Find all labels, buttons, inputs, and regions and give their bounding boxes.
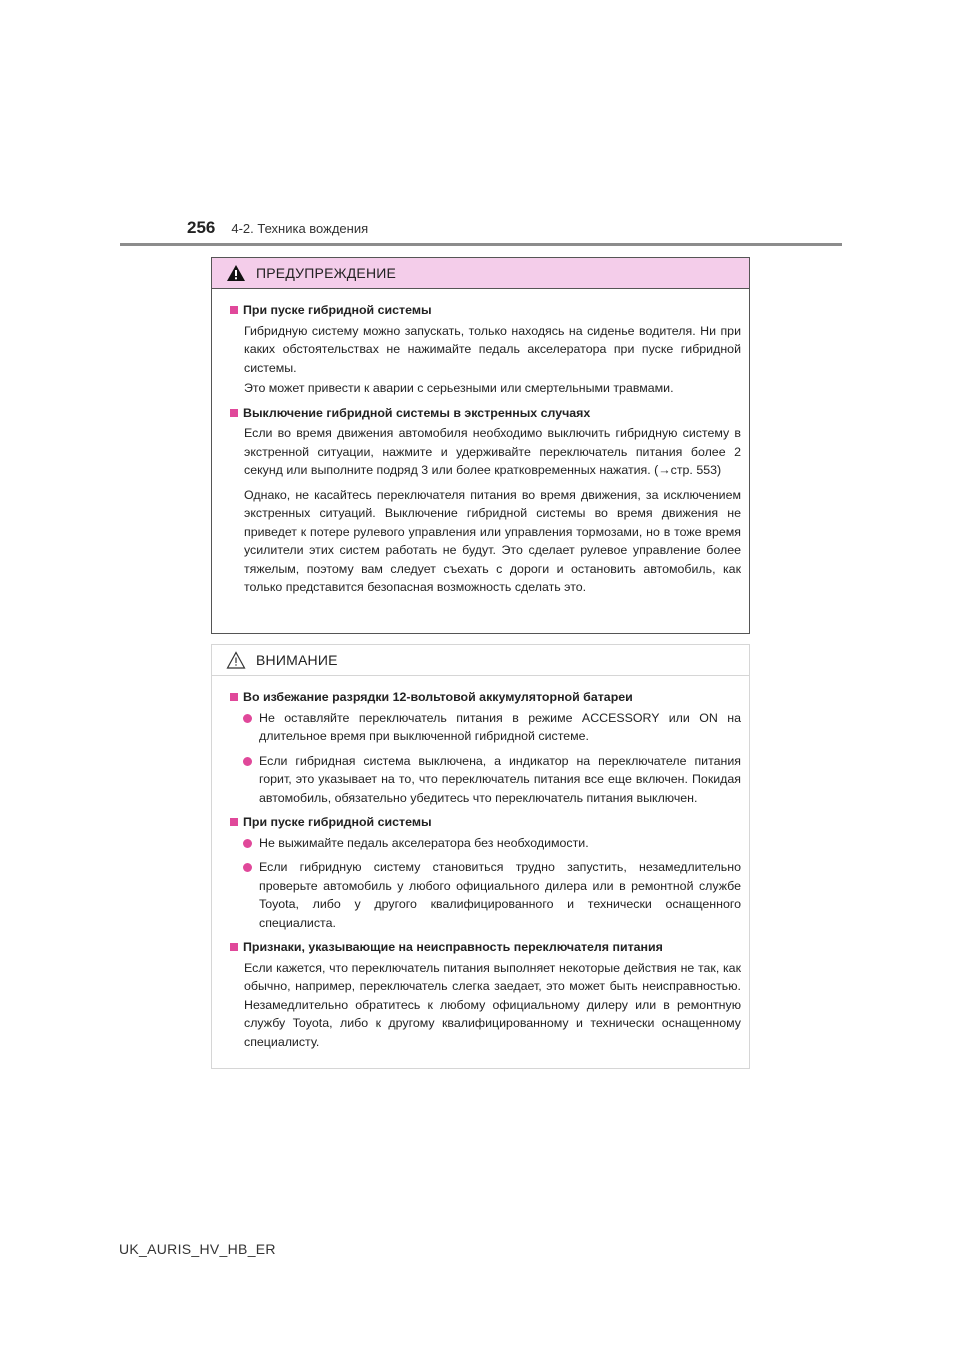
paragraph: Это может привести к аварии с серьезными или смертельными травмами. — [244, 381, 674, 395]
warning-heading: При пуске гибридной системы — [230, 301, 741, 320]
list-item: Если гибридную систему становиться трудно запустить, незамедлительно проверьте автомобиль у любого официального дилера или в ремонтной службе Toyota, либо у другого квалифицированного и технически оснащенного специалиста. — [230, 858, 741, 932]
caution-title: ВНИМАНИЕ — [256, 652, 338, 668]
section-title: 4-2. Техника вождения — [231, 221, 369, 236]
page-number: 256 — [187, 218, 216, 237]
warning-box — [211, 257, 750, 634]
caution-heading: Признаки, указывающие на неисправность переключателя питания — [230, 938, 741, 957]
square-bullet-icon — [230, 693, 238, 701]
circle-bullet-icon — [243, 757, 252, 766]
square-bullet-icon — [230, 306, 238, 314]
list-item: Если гибридная система выключена, а индикатор на переключателе питания горит, это указывает на то, что переключатель питания все еще включен. Покидая автомобиль, обязательно убедитесь что переключатель питания выключен. — [230, 752, 741, 808]
square-bullet-icon — [230, 409, 238, 417]
caution-triangle-icon — [226, 651, 246, 669]
header-rule — [120, 243, 842, 246]
square-bullet-icon — [230, 818, 238, 826]
paragraph: Если во время движения автомобиля необходимо выключить гибридную систему в экстренной ситуации, нажмите и удерживайте переключатель питания более 2 секунд или выполните подряд 3 или более кратковременных нажатия. (→стр. 553) — [244, 426, 741, 477]
paragraph: Однако, не касайтесь переключателя питания во время движения, за исключением экстренных ситуаций. Выключение гибридной системы во время движения не приведет к потере рулевого управления или управления тормозами, но в тоже время усилители этих систем работать не будут. Это сделает рулевое управление более тяжелым, поэтому вам следует съехать с дороги и остановить автомобиль, как только представится безопасная возможность сделать это. — [244, 487, 741, 594]
warning-triangle-icon — [226, 264, 246, 282]
list-item: Не оставляйте переключатель питания в режиме ACCESSORY или ON на длительное время при выключенной гибридной системе. — [230, 709, 741, 746]
warning-heading: Выключение гибридной системы в экстренных случаях — [230, 404, 741, 423]
caution-heading: Во избежание разрядки 12-вольтовой аккумуляторной батареи — [230, 688, 741, 707]
warning-item — [230, 322, 741, 398]
caution-content — [212, 676, 749, 1051]
caution-box — [211, 644, 750, 1069]
warning-title: ПРЕДУПРЕЖДЕНИЕ — [256, 265, 397, 281]
paragraph: Гибридную систему можно запускать, только находясь на сиденье водителя. Ни при каких обстоятельствах не нажимайте педаль акселератора при пуске гибридной системы. — [244, 323, 741, 375]
circle-bullet-icon — [243, 714, 252, 723]
caution-item — [230, 959, 741, 1052]
circle-bullet-icon — [243, 839, 252, 848]
circle-bullet-icon — [243, 863, 252, 872]
list-item: Не выжимайте педаль акселератора без необходимости. — [230, 834, 741, 853]
square-bullet-icon — [230, 943, 238, 951]
page-header — [187, 218, 368, 238]
paragraph: Если кажется, что переключатель питания выполняет некоторые действия не так, как обычно, например, переключатель слегка заедает, это может быть неисправностью. Незамедлительно обратитесь к любому официальному дилеру или в ремонтную службу Toyota, либо к другому квалифицированному и технически оснащенному специалисту. — [244, 960, 741, 1049]
warning-item — [230, 424, 741, 597]
warning-content — [212, 289, 749, 597]
caution-header — [212, 645, 749, 676]
caution-heading: При пуске гибридной системы — [230, 813, 741, 832]
warning-header — [212, 258, 749, 289]
document-code: UK_AURIS_HV_HB_ER — [119, 1241, 276, 1257]
